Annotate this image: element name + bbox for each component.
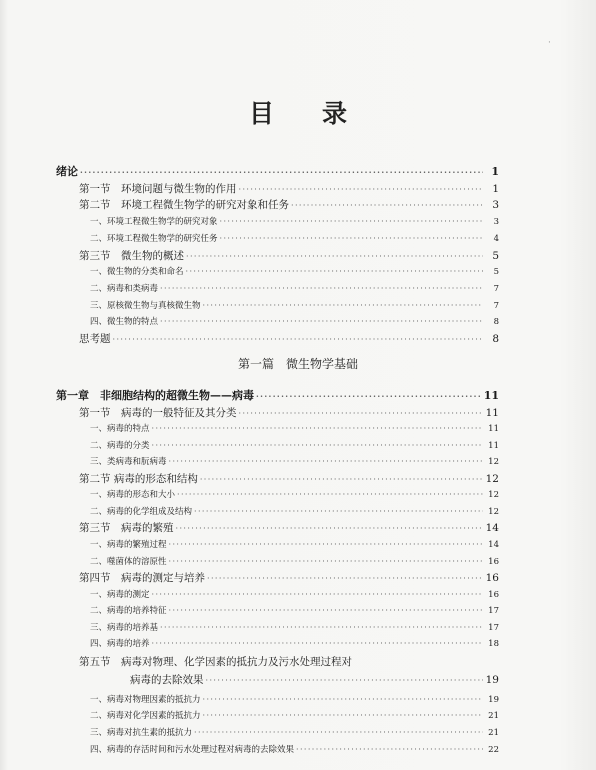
toc-entry — [90, 298, 499, 314]
toc-entry-label: 一、病毒的测定 — [90, 589, 150, 600]
toc-entry — [90, 603, 499, 619]
dot-leader — [169, 603, 483, 619]
toc-entry-label: 二、环境工程微生物学的研究任务 — [90, 233, 218, 244]
toc-page-number: 1 — [491, 165, 499, 178]
toc-entry-label: 第二节 病毒的形态和结构 — [79, 472, 198, 485]
dot-leader — [169, 554, 483, 570]
toc-entry — [79, 520, 499, 537]
toc-entry-label: 第四节 病毒的测定与培养 — [79, 572, 205, 585]
toc-entry — [90, 214, 499, 230]
toc-entry-label: 第一节 环境问题与微生物的作用 — [79, 182, 237, 195]
dot-leader — [203, 298, 483, 314]
dot-leader — [160, 281, 483, 297]
toc-entry-label: 二、病毒的培养特征 — [90, 606, 167, 617]
dot-leader — [169, 537, 483, 553]
toc-page-number: 11 — [483, 389, 499, 402]
toc-entry-label: 第三节 微生物的概述 — [79, 249, 184, 262]
dot-leader — [160, 620, 483, 636]
toc-entry-label: 二、噬菌体的溶原性 — [90, 556, 167, 567]
toc-entry — [90, 314, 499, 330]
dot-leader — [200, 472, 483, 488]
toc-entry — [90, 264, 499, 280]
dot-leader — [152, 587, 483, 603]
toc-entry-label: 二、病毒和类病毒 — [90, 283, 159, 294]
toc-entry-label: 第一章 非细胞结构的超微生物——病毒 — [56, 389, 254, 402]
toc-page-number: 22 — [488, 744, 499, 755]
toc-page-number: 11 — [488, 424, 499, 435]
dot-leader — [220, 231, 483, 247]
dot-leader — [80, 164, 483, 180]
toc-entry-label: 一、微生物的分类和命名 — [90, 267, 184, 278]
toc-page-number: 17 — [488, 622, 499, 633]
toc-page-number: 17 — [488, 606, 499, 617]
dot-leader — [239, 182, 484, 198]
toc-page-number: 1 — [492, 182, 499, 195]
toc-entry — [90, 504, 499, 520]
toc-entry — [90, 537, 499, 553]
toc-page-number: 16 — [485, 572, 499, 585]
toc-entry — [90, 554, 499, 570]
toc-entry — [90, 725, 499, 741]
toc-entry — [56, 388, 499, 404]
toc-entry — [90, 487, 499, 503]
dot-leader — [256, 388, 482, 404]
toc-entry-label: 第三节 病毒的繁殖 — [79, 522, 174, 535]
toc-entry — [79, 197, 499, 214]
toc-page-number: 16 — [488, 556, 499, 567]
toc-entry — [79, 405, 499, 422]
toc-page-number: 12 — [485, 472, 499, 485]
dot-leader — [152, 438, 483, 454]
toc-entry-label: 二、病毒对化学因素的抵抗力 — [90, 711, 201, 722]
toc-page-number: 14 — [485, 522, 499, 535]
toc-entry-label: 二、病毒的化学组成及结构 — [90, 506, 193, 517]
toc-entry-label: 思考题 — [79, 333, 111, 345]
dot-leader — [152, 636, 483, 652]
dot-leader — [176, 521, 484, 537]
toc-page-number: 16 — [488, 589, 499, 600]
toc-entry-label: 四、病毒的存活时间和污水处理过程对病毒的去除效果 — [90, 744, 295, 755]
dot-leader — [194, 504, 483, 520]
toc-entry-label: 三、原核微生物与真核微生物 — [90, 300, 201, 311]
toc-entry — [79, 331, 499, 348]
dot-leader — [186, 264, 483, 280]
toc-entry — [56, 164, 499, 180]
toc-entry-label: 第五节 病毒对物理、化学因素的抵抗力及污水处理过程对 — [79, 655, 352, 668]
toc-entry-label: 二、病毒的分类 — [90, 440, 150, 451]
dot-leader — [220, 214, 483, 230]
dot-leader — [291, 198, 483, 214]
dot-leader — [203, 708, 483, 724]
toc-page-number: 12 — [488, 506, 499, 517]
dot-leader — [194, 725, 483, 741]
dot-leader — [152, 421, 483, 437]
toc-entry-label: 一、病毒对物理因素的抵抗力 — [90, 694, 201, 705]
toc-page-number: 12 — [488, 490, 499, 501]
toc-entry-label: 三、病毒对抗生素的抵抗力 — [90, 728, 193, 738]
toc-entry — [90, 454, 499, 470]
toc-entry — [90, 708, 499, 724]
toc-entry-label: 病毒的去除效果 — [130, 673, 204, 686]
dot-leader — [203, 692, 483, 708]
toc-entry-label: 第一节 病毒的一般特征及其分类 — [79, 406, 237, 419]
toc-entry-label: 绪论 — [56, 165, 78, 178]
toc-page-number: 18 — [488, 639, 499, 650]
toc-entry-label: 三、病毒的培养基 — [90, 622, 159, 633]
toc-entry — [90, 438, 499, 454]
toc-page-number: 21 — [488, 728, 499, 738]
dot-leader — [186, 249, 483, 265]
toc-entry — [90, 636, 499, 652]
toc-entry — [79, 570, 499, 587]
toc-entry-label: 一、病毒的繁殖过程 — [90, 539, 167, 550]
toc-entry-label: 三、类病毒和朊病毒 — [90, 457, 167, 468]
dot-leader — [113, 332, 484, 348]
toc-entry — [90, 231, 499, 247]
toc-entry — [90, 587, 499, 603]
dot-leader — [239, 406, 484, 422]
toc-page-number: 7 — [493, 300, 499, 311]
dot-leader — [169, 454, 483, 470]
toc-entry-label: 四、病毒的培养 — [90, 639, 150, 650]
toc-page-number: 3 — [492, 199, 499, 212]
toc-entry-label: 第二节 环境工程微生物学的研究对象和任务 — [79, 199, 289, 212]
toc-entry-label: 一、病毒的特点 — [90, 424, 150, 435]
toc-page-number: 12 — [488, 457, 499, 468]
dot-leader — [160, 314, 483, 330]
toc-entry — [90, 692, 499, 708]
toc-entry — [79, 181, 499, 198]
toc-entry — [79, 471, 499, 488]
part-heading: 第一篇 微生物学基础 — [237, 357, 358, 371]
toc-page-number: 4 — [493, 233, 499, 244]
dot-leader — [296, 742, 483, 758]
toc-page-number: 5 — [492, 249, 499, 262]
toc-entry — [90, 742, 499, 758]
toc-page-number: 14 — [488, 539, 499, 550]
dot-leader — [177, 487, 483, 503]
toc-page-number: 8 — [493, 317, 499, 328]
toc-page-number: 19 — [488, 694, 499, 705]
toc-page-number: 3 — [493, 217, 499, 228]
toc-entry-label: 四、微生物的特点 — [90, 317, 159, 328]
toc-entry-label: 一、环境工程微生物学的研究对象 — [90, 217, 218, 228]
toc-page-number: 21 — [488, 711, 499, 722]
toc-page-number: 11 — [485, 406, 499, 419]
page-title: 目录 — [248, 99, 395, 128]
dot-leader — [206, 673, 484, 689]
toc-entry — [90, 421, 499, 437]
corner-mark: · — [548, 38, 551, 48]
toc-page-number: 8 — [492, 333, 499, 345]
toc-page-number: 5 — [493, 267, 499, 278]
toc-page-number: 11 — [488, 440, 499, 451]
toc-page-number: 19 — [485, 673, 499, 686]
toc-entry-wrapped-second-line — [130, 672, 499, 689]
toc-entry-wrapped-first-line — [79, 654, 352, 670]
toc-entry-label: 一、病毒的形态和大小 — [90, 490, 176, 501]
dot-leader — [207, 571, 483, 587]
toc-entry — [90, 281, 499, 297]
toc-entry — [90, 620, 499, 636]
toc-entry — [79, 248, 499, 265]
toc-page-number: 7 — [493, 283, 499, 294]
